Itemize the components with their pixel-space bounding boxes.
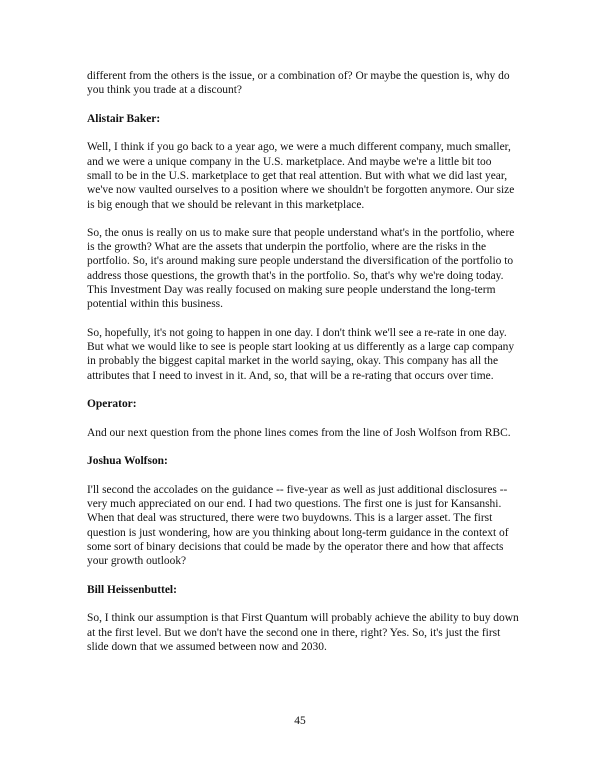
paragraph-alistair-answer-3: So, hopefully, it's not going to happen in one day. I don't think we'll see a re-rate in one day. But what we would like to see is people start looking at us differently as a large cap company in probably the biggest capital market in the world saying, okay. This company has all the attributes that I need to invest in it. And, so, that will be a re-rating that occurs over time.: [87, 326, 515, 382]
speaker-name-alistair-baker: Alistair Baker:: [87, 112, 161, 125]
speaker-name-joshua-wolfson: Joshua Wolfson:: [87, 454, 168, 467]
paragraph-question-continuation: different from the others is the issue, or a combination of? Or maybe the question is, why do you think you trade at a discount?: [87, 70, 510, 97]
paragraph-bill-answer: So, I think our assumption is that First Quantum will probably achieve the ability to buy down at the first level. But we don't have the second one in there, right? Yes. So, it's just the first slide down that we assumed between now and 2030.: [87, 612, 519, 653]
paragraph-operator-intro: And our next question from the phone lines comes from the line of Josh Wolfson from RBC.: [87, 426, 511, 439]
paragraph-alistair-answer-1: Well, I think if you go back to a year ago, we were a much different company, much smaller, and we were a unique company in the U.S. marketplace. And maybe we're a little bit too small to be in the U.S. marketplace to get that real attention. But with what we did last year, we've now vaulted ourselves to a position where we shouldn't be forgotten anymore. Our size is big enough that we should be relevant in this marketplace.: [87, 141, 515, 211]
paragraph-joshua-question: I'll second the accolades on the guidance -- five-year as well as just additional disclosures -- very much appreciated on our end. I had two questions. The first one is just for Kansanshi. When that deal was structured, there were two buydowns. This is a larger asset. The first question is just wondering, how are you thinking about long-term guidance in the context of some sort of binary decisions that could be made by the operator there and how that affects your growth outlook?: [87, 483, 509, 568]
transcript-body: [87, 69, 519, 668]
speaker-name-bill-heissenbuttel: Bill Heissenbuttel:: [87, 583, 177, 596]
page-number: 45: [294, 715, 306, 727]
paragraph-alistair-answer-2: So, the onus is really on us to make sure that people understand what's in the portfolio, where is the growth? What are the assets that underpin the portfolio, where are the risks in the portfolio. So, it's around making sure people understand the diversification of the portfolio to address those questions, the growth that's in the portfolio. So, that's why we're doing today. This Investment Day was really focused on making sure people understand the long-term potential within this business.: [87, 226, 515, 311]
speaker-name-operator: Operator:: [87, 397, 137, 410]
